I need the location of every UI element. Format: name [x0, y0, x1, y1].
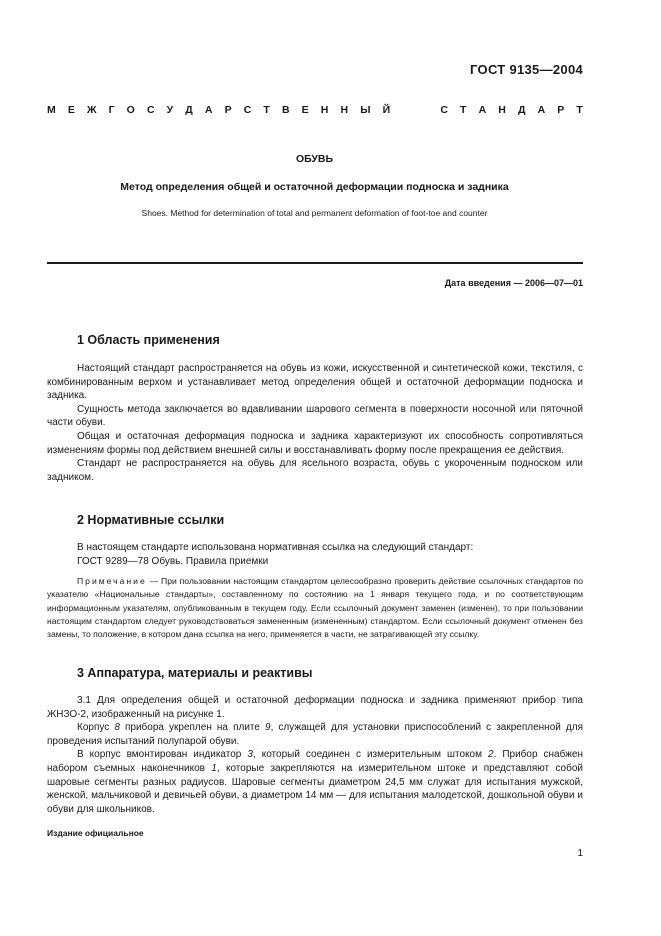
header-letter: Т [576, 104, 583, 116]
page-number: 1 [577, 848, 583, 859]
header-letter: Д [185, 104, 193, 116]
header-letter: Д [517, 104, 526, 116]
standard-type-line [47, 104, 583, 116]
paragraph: Корпус 8 прибора укреплен на плите 9, служащей для установки приспособлений с закрепленной для проведения испытаний полупарой обуви. [47, 722, 583, 747]
section-heading-scope: 1 Область применения [77, 333, 220, 347]
note-text: — При пользовании настоящим стандартом целесообразно проверить действие ссылочных стандартов по указателю «Национальные стандарты», составленному по состоянию на 1 января текущего года, и по соответствующим информационным указателям, опубликованным в текущем году. Если ссылочный документ заменен (изменен), то при пользовании настоящим стандартом следует руководствоваться замененным (измененным) стандартом. Если ссылочный документ отменен без замены, то положение, в котором дана ссылка на него, применяется в части, не затрагивающей эту ссылку. [47, 576, 583, 640]
header-letter: Н [320, 104, 329, 116]
paragraph: Стандарт не распространяется на обувь для ясельного возраста, обувь с укороченным подноском или задником. [47, 458, 583, 483]
paragraph: В настоящем стандарте использована нормативная ссылка на следующий стандарт: [77, 542, 474, 553]
intro-date: Дата введения — 2006—07—01 [444, 278, 583, 288]
header-letter: Е [67, 104, 75, 116]
header-letter: Р [224, 104, 232, 116]
section-heading-references: 2 Нормативные ссылки [77, 513, 225, 527]
header-letter: Т [263, 104, 270, 116]
word-gap [402, 104, 428, 116]
section-references-body [47, 541, 583, 568]
header-letter: Р [557, 104, 565, 116]
note-label: Примечание [77, 576, 147, 586]
divider [47, 262, 583, 264]
header-letter: А [537, 104, 546, 116]
section-heading-apparatus: 3 Аппаратура, материалы и реактивы [77, 666, 313, 680]
edition-label: Издание официальное [47, 828, 144, 838]
header-letter: А [204, 104, 213, 116]
header-letter: С [146, 104, 155, 116]
header-letter: Ж [86, 104, 97, 116]
header-letter: Е [301, 104, 309, 116]
header-letter: Г [108, 104, 115, 116]
header-letter: Н [340, 104, 349, 116]
header-letter: С [243, 104, 252, 116]
header-letter: С [440, 104, 448, 116]
reference-item: ГОСТ 9289—78 Обувь. Правила приемки [77, 555, 269, 567]
header-letter: Т [460, 104, 467, 116]
header-letter: А [478, 104, 487, 116]
section-scope-body [47, 362, 583, 484]
english-title: Shoes. Method for determination of total and permanent deformation of foot-toe and counter [141, 208, 488, 218]
header-letter: М [47, 104, 56, 116]
paragraph: 3.1 Для определения общей и остаточной деформации подноска и задника применяют прибор типа ЖНЗО-2, изображенный на рисунке 1. [47, 695, 583, 720]
paragraph: Общая и остаточная деформация подноска и задника характеризуют их способность сопротивляться изменениям формы под действием внешней силы и восстанавливать форму после прекращения ее действия. [47, 430, 583, 456]
note [47, 575, 583, 641]
paragraph: Настоящий стандарт распространяется на обувь из кожи, искусственной и синтетической кожи, текстиля, с комбинированным верхом и устанавливает метод определения общей и остаточной деформации подноска и задника. [47, 363, 583, 402]
header-letter: Ы [360, 104, 371, 116]
header-letter: В [281, 104, 290, 116]
paragraph: В корпус вмонтирован индикатор 3, который соединен с измерительным штоком 2. Прибор снабжен набором съемных наконечников 1, которые закрепляются на измерительном штоке и представляют собой шаровые сегменты разных радиусов. Шаровые сегменты диаметром 24,5 мм служат для испытания мужской, женской, мальчиковой и девичьей обуви, а диаметром 14 мм — для испытания малодетской, дошкольной обуви и обуви для школьников. [47, 749, 583, 815]
standard-code: ГОСТ 9135—2004 [470, 62, 583, 77]
document-subtitle: Метод определения общей и остаточной деформации подноска и задника [120, 181, 509, 193]
header-letter: Н [498, 104, 506, 116]
header-letter: Й [382, 104, 391, 116]
header-letter: О [126, 104, 135, 116]
paragraph: Сущность метода заключается во вдавливании шарового сегмента в поверхности носочной или пяточной части обуви. [47, 403, 583, 429]
section-apparatus-body [47, 694, 583, 816]
header-letter: У [166, 104, 174, 116]
document-title: ОБУВЬ [295, 153, 334, 165]
